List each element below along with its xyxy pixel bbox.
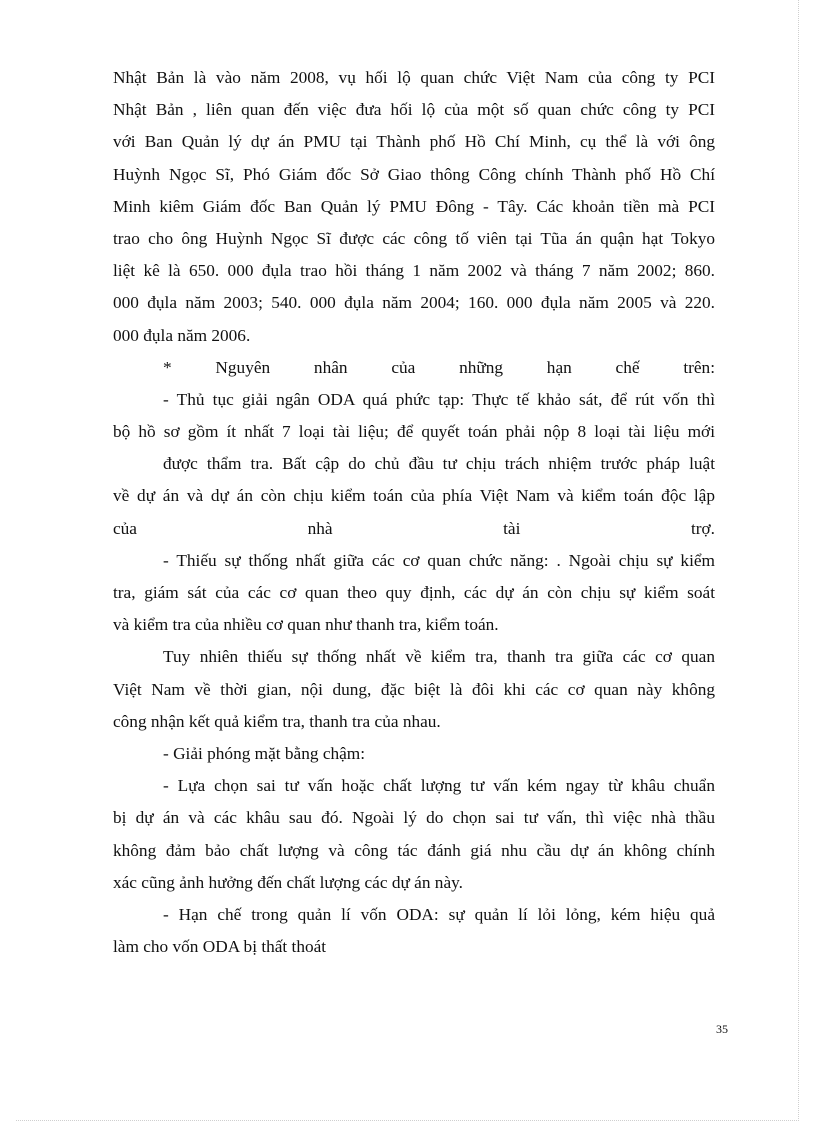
paragraph <box>113 738 715 770</box>
text-line: xác cũng ảnh hưởng đến chất lượng các dự án này. <box>113 872 463 892</box>
document-body <box>113 62 715 963</box>
paragraph <box>113 352 715 384</box>
paragraph <box>113 770 715 899</box>
paragraph <box>113 899 715 963</box>
text-line: Nhật Bản , liên quan đến việc đưa hối lộ của một số quan chức công ty PCI <box>113 100 715 120</box>
paragraph <box>113 384 715 545</box>
text-line: - Hạn chế trong quản lí vốn ODA: sự quản lí lỏi lỏng, kém hiệu quả <box>163 904 715 924</box>
text-line: Huỳnh Ngọc Sĩ, Phó Giám đốc Sở Giao thông Công chính Thành phố Hồ Chí <box>113 164 715 184</box>
text-line: và kiểm tra của nhiều cơ quan như thanh tra, kiểm toán. <box>113 615 499 635</box>
text-line: về dự án và dự án còn chịu kiểm toán của phía Việt Nam và kiểm toán độc lập <box>113 486 715 506</box>
text-line: với Ban Quản lý dự án PMU tại Thành phố Hồ Chí Minh, cụ thể là với ông <box>113 132 715 152</box>
text-line: Minh kiêm Giám đốc Ban Quản lý PMU Đông - Tây. Các khoản tiền mà PCI <box>113 196 715 216</box>
text-line: của nhà tài trợ. <box>113 518 715 538</box>
text-line: làm cho vốn ODA bị thất thoát <box>113 937 327 957</box>
paragraph <box>113 62 715 352</box>
text-line: 000 đụla năm 2003; 540. 000 đụla năm 2004; 160. 000 đụla năm 2005 và 220. <box>113 293 715 313</box>
text-line: 000 đụla năm 2006. <box>113 325 251 345</box>
text-line: Việt Nam về thời gian, nội dung, đặc biệt là đôi khi các cơ quan này không <box>113 679 715 699</box>
text-line: - Giải phóng mặt bằng chậm: <box>163 743 366 763</box>
text-line: bị dự án và các khâu sau đó. Ngoài lý do chọn sai tư vấn, thì việc nhà thầu <box>113 808 715 828</box>
text-line: được thẩm tra. Bất cập do chủ đầu tư chịu trách nhiệm trước pháp luật <box>163 454 715 474</box>
text-line: - Thủ tục giải ngân ODA quá phức tạp: Thực tế khảo sát, để rút vốn thì <box>163 389 715 409</box>
section-heading: * Nguyên nhân của những hạn chế trên: <box>163 357 715 377</box>
text-line: không đảm bảo chất lượng và công tác đánh giá nhu cầu dự án không chính <box>113 840 715 860</box>
paragraph <box>113 641 715 738</box>
text-line: Nhật Bản là vào năm 2008, vụ hối lộ quan chức Việt Nam của công ty PCI <box>113 68 715 87</box>
page-number: 35 <box>716 1022 728 1036</box>
text-line: - Lựa chọn sai tư vấn hoặc chất lượng tư vấn kém ngay từ khâu chuẩn <box>163 776 715 796</box>
text-line: - Thiếu sự thống nhất giữa các cơ quan chức năng: . Ngoài chịu sự kiểm <box>163 550 715 570</box>
paragraph <box>113 545 715 642</box>
text-line: Tuy nhiên thiếu sự thống nhất về kiểm tra, thanh tra giữa các cơ quan <box>163 647 715 667</box>
text-line: bộ hồ sơ gồm ít nhất 7 loại tài liệu; để quyết toán phải nộp 8 loại tài liệu mới <box>113 422 715 442</box>
text-line: liệt kê là 650. 000 đụla trao hồi tháng 1 năm 2002 và tháng 7 năm 2002; 860. <box>113 261 715 281</box>
text-line: công nhận kết quả kiểm tra, thanh tra của nhau. <box>113 711 441 731</box>
text-line: trao cho ông Huỳnh Ngọc Sĩ được các công tố viên tại Tũa án quận hạt Tokyo <box>113 228 715 248</box>
text-line: tra, giám sát của các cơ quan theo quy định, các dự án còn chịu sự kiểm soát <box>113 583 715 602</box>
